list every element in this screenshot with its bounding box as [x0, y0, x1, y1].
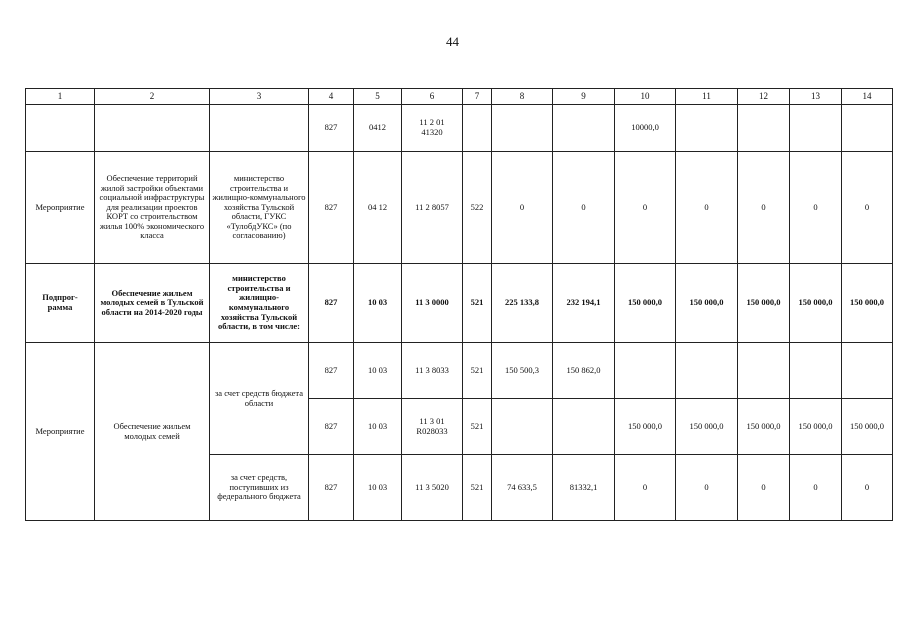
- table-cell: 150 000,0: [615, 399, 676, 455]
- column-number: 13: [790, 89, 842, 105]
- table-cell: [676, 343, 738, 399]
- table-cell: 0: [738, 455, 790, 521]
- table-cell: 81332,1: [553, 455, 615, 521]
- table-cell: 04 12: [354, 152, 402, 264]
- table-cell: [790, 105, 842, 152]
- column-number: 2: [95, 89, 210, 105]
- table-cell: [95, 105, 210, 152]
- table-cell: [26, 105, 95, 152]
- column-number: 10: [615, 89, 676, 105]
- table-cell: 150 862,0: [553, 343, 615, 399]
- column-number: 11: [676, 89, 738, 105]
- table-row: [26, 264, 893, 343]
- table-cell: 0: [492, 152, 553, 264]
- table-cell: 11 3 01 R028033: [402, 399, 463, 455]
- column-number: 12: [738, 89, 790, 105]
- table-cell: министерство строительства и жилищно-коммунального хозяйства Тульской области, в том числе:: [210, 264, 309, 343]
- budget-table: [25, 88, 893, 521]
- table-cell: [492, 105, 553, 152]
- table-cell: 0: [738, 152, 790, 264]
- table-cell: 827: [309, 105, 354, 152]
- table-cell: 827: [309, 343, 354, 399]
- table-cell: [738, 343, 790, 399]
- table-cell: Обеспечение территорий жилой застройки объектами социальной инфраструктуры для реализации проектов КОРТ со строительством жилья 100% экономического класса: [95, 152, 210, 264]
- table-cell: 0: [553, 152, 615, 264]
- column-number: 9: [553, 89, 615, 105]
- column-number: 6: [402, 89, 463, 105]
- table-cell: 11 2 8057: [402, 152, 463, 264]
- table-cell: 827: [309, 399, 354, 455]
- table-cell: 10 03: [354, 343, 402, 399]
- table-cell: 150 000,0: [842, 399, 893, 455]
- table-cell: 150 500,3: [492, 343, 553, 399]
- table-cell: 225 133,8: [492, 264, 553, 343]
- table-cell: 0: [615, 455, 676, 521]
- table-cell: [676, 105, 738, 152]
- table-cell: 150 000,0: [676, 399, 738, 455]
- table-cell: 10 03: [354, 264, 402, 343]
- table-cell: 521: [463, 455, 492, 521]
- table-cell: Обеспечение жильем молодых семей в Тульской области на 2014-2020 годы: [95, 264, 210, 343]
- table-cell: [738, 105, 790, 152]
- table-cell: 0: [842, 455, 893, 521]
- table-cell: [463, 105, 492, 152]
- table-cell: 150 000,0: [676, 264, 738, 343]
- table-cell: 0: [790, 152, 842, 264]
- table-cell: 150 000,0: [738, 399, 790, 455]
- table-cell: [842, 105, 893, 152]
- table-cell: 150 000,0: [790, 264, 842, 343]
- column-number: 4: [309, 89, 354, 105]
- table-cell: 0: [842, 152, 893, 264]
- table-cell: 0: [676, 152, 738, 264]
- table-cell: 522: [463, 152, 492, 264]
- table-cell: Подпрог- рамма: [26, 264, 95, 343]
- table-cell: 0: [615, 152, 676, 264]
- table-cell: 150 000,0: [790, 399, 842, 455]
- table-cell: 0: [790, 455, 842, 521]
- table-cell: 150 000,0: [738, 264, 790, 343]
- table-cell: [553, 399, 615, 455]
- table-cell: 232 194,1: [553, 264, 615, 343]
- table-row: [26, 343, 893, 399]
- table-cell: 11 2 01 41320: [402, 105, 463, 152]
- column-number: 1: [26, 89, 95, 105]
- table-cell: [492, 399, 553, 455]
- table-cell: 0: [676, 455, 738, 521]
- table-cell: Обеспечение жильем молодых семей: [95, 343, 210, 521]
- table-cell: за счет средств, поступивших из федерального бюджета: [210, 455, 309, 521]
- table-cell: Мероприятие: [26, 343, 95, 521]
- table-cell: [842, 343, 893, 399]
- table-cell: 74 633,5: [492, 455, 553, 521]
- column-number: 7: [463, 89, 492, 105]
- table-cell: 150 000,0: [615, 264, 676, 343]
- table-cell: министерство строительства и жилищно-коммунального хозяйства Тульской области, ГУКС «ТулобдУКС» (по согласованию): [210, 152, 309, 264]
- table-cell: 827: [309, 455, 354, 521]
- column-number-row: [26, 89, 893, 105]
- table-row: [26, 105, 893, 152]
- table-cell: 150 000,0: [842, 264, 893, 343]
- table-cell: 521: [463, 343, 492, 399]
- table-cell: 827: [309, 264, 354, 343]
- table-cell: [210, 105, 309, 152]
- table-cell: [790, 343, 842, 399]
- table-cell: 0412: [354, 105, 402, 152]
- table-cell: 10000,0: [615, 105, 676, 152]
- table-cell: за счет средств бюджета области: [210, 343, 309, 455]
- table-cell: 521: [463, 399, 492, 455]
- table-cell: 11 3 0000: [402, 264, 463, 343]
- table-cell: 11 3 5020: [402, 455, 463, 521]
- column-number: 5: [354, 89, 402, 105]
- column-number: 8: [492, 89, 553, 105]
- table-cell: 10 03: [354, 455, 402, 521]
- table-row: [26, 152, 893, 264]
- table-cell: 11 3 8033: [402, 343, 463, 399]
- page-number: 44: [446, 34, 459, 49]
- table-cell: 827: [309, 152, 354, 264]
- table-cell: 10 03: [354, 399, 402, 455]
- table-cell: [553, 105, 615, 152]
- table-cell: 521: [463, 264, 492, 343]
- table-cell: Мероприятие: [26, 152, 95, 264]
- table-cell: [615, 343, 676, 399]
- column-number: 3: [210, 89, 309, 105]
- column-number: 14: [842, 89, 893, 105]
